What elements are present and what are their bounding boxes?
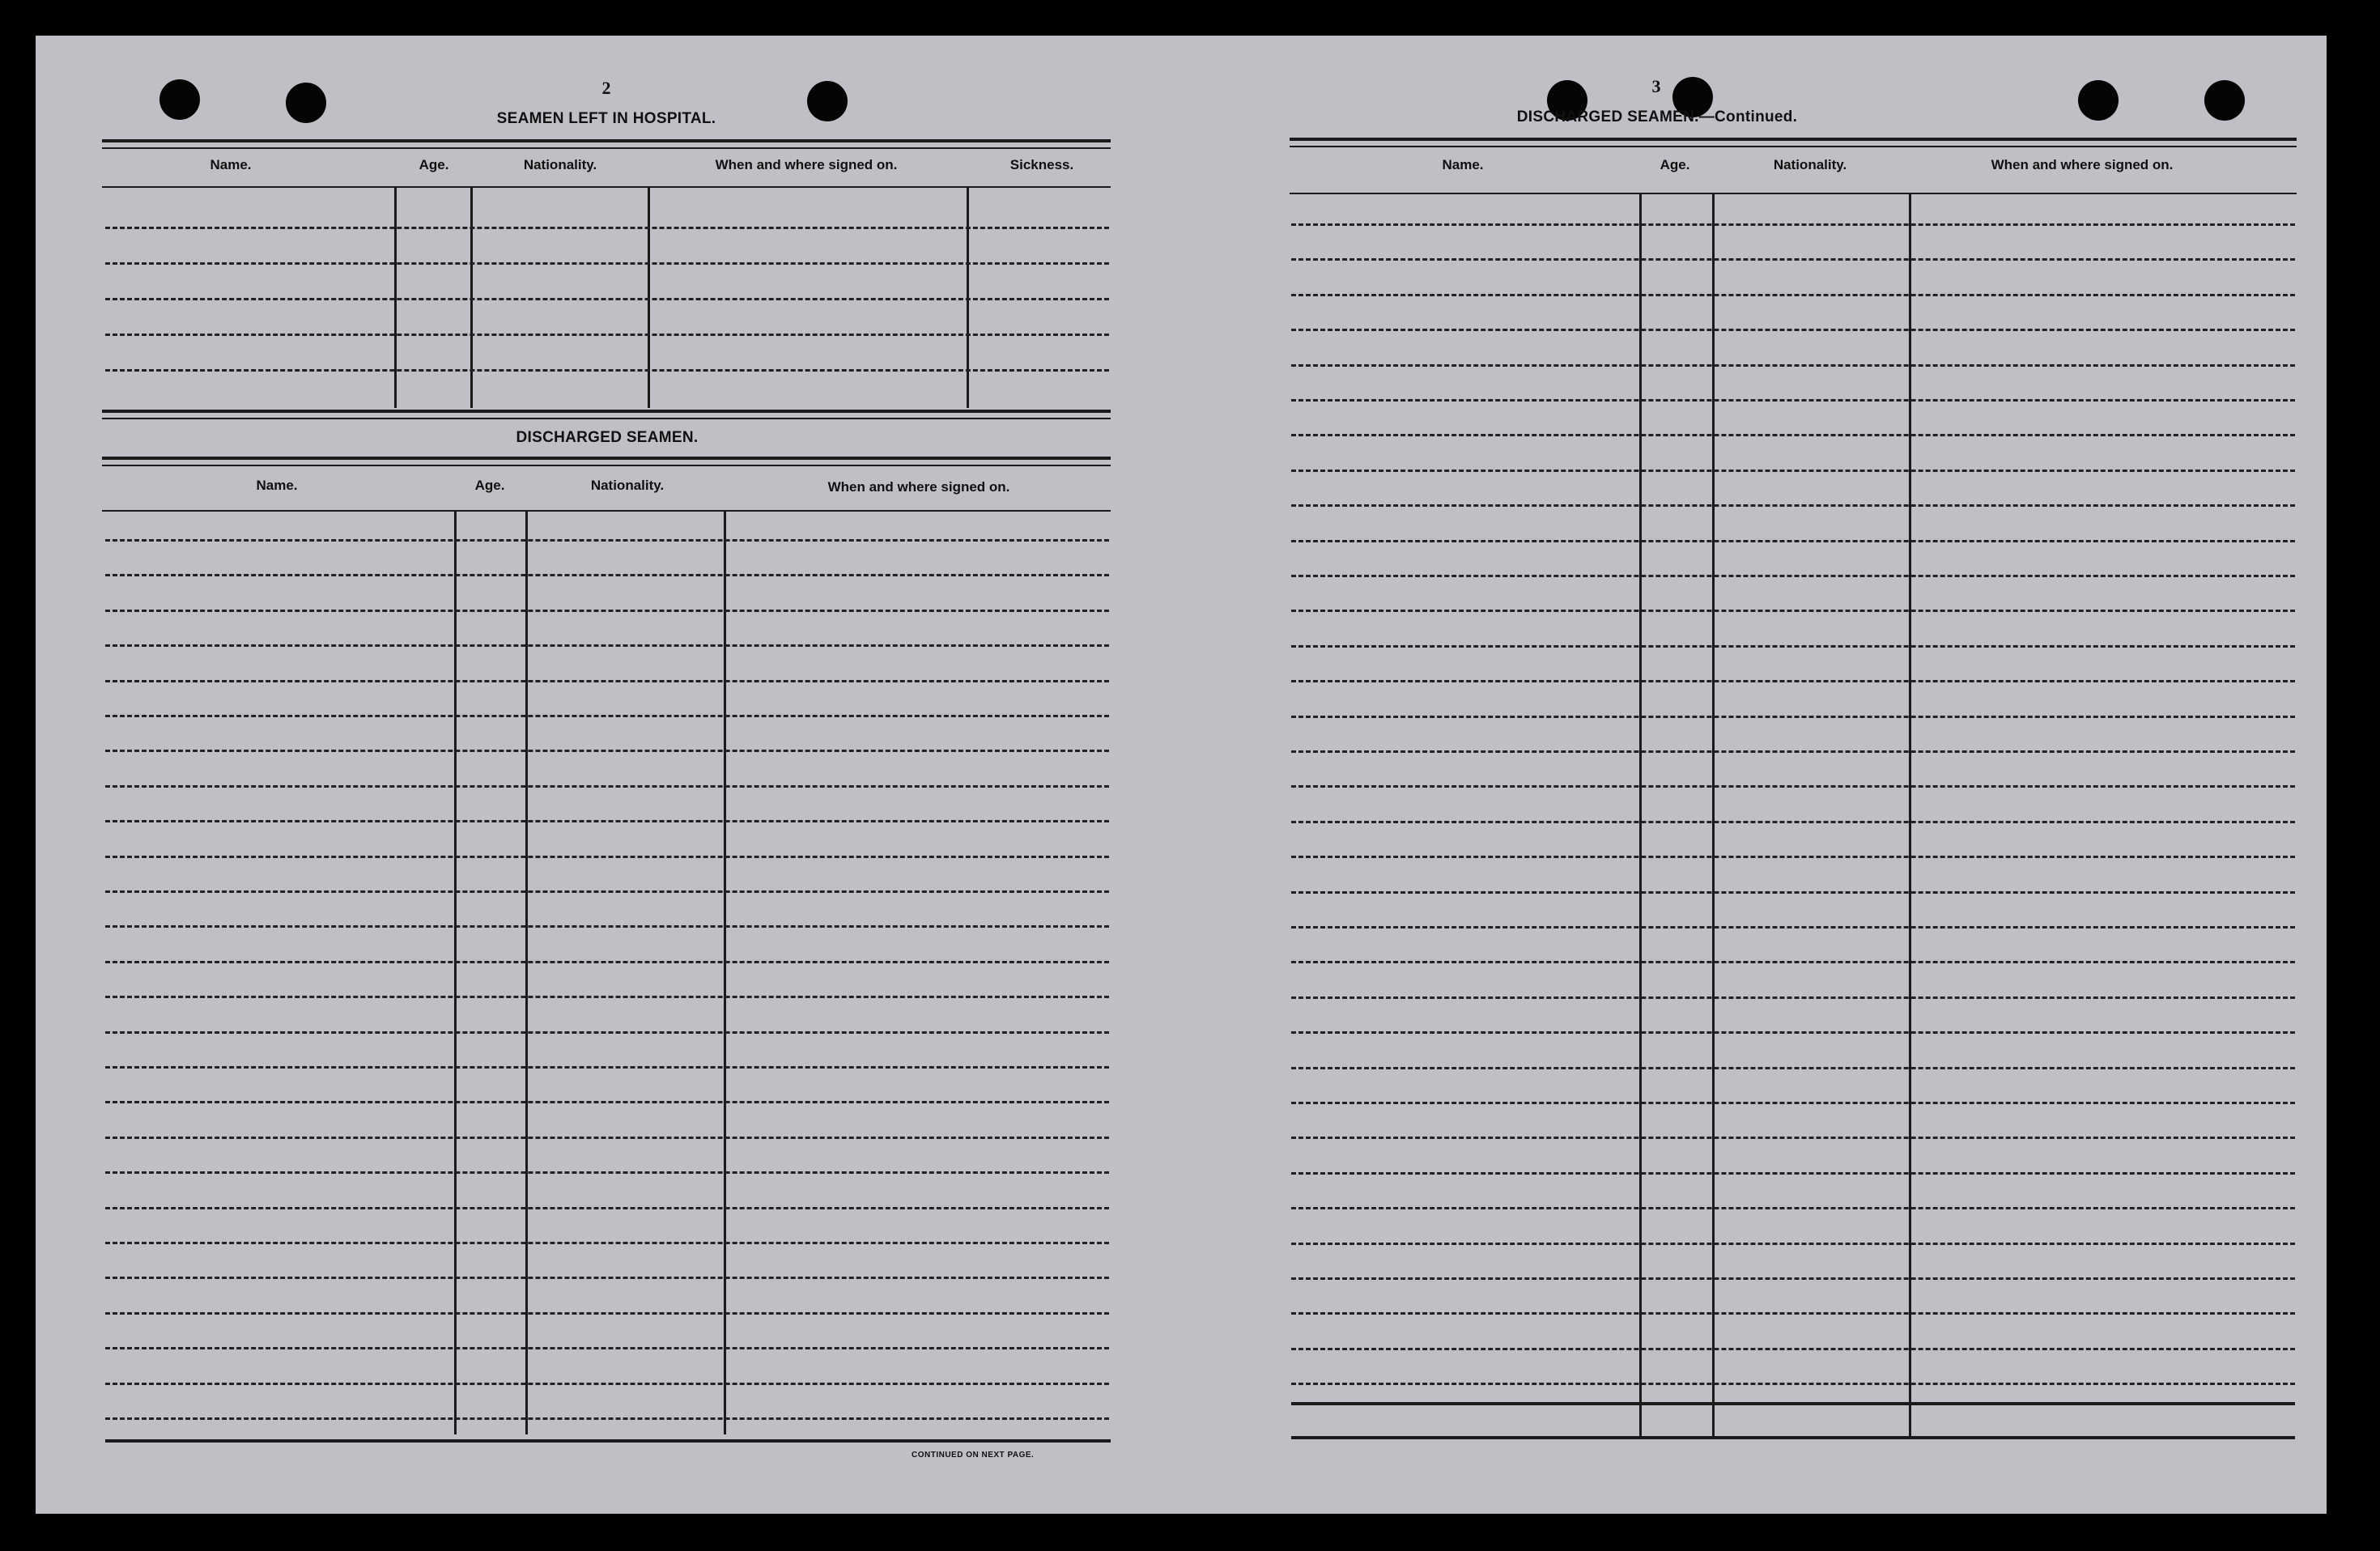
entry-line bbox=[1291, 821, 2295, 823]
punch-hole bbox=[2204, 80, 2245, 121]
entry-line bbox=[1291, 575, 2295, 577]
left-page bbox=[36, 36, 1181, 1514]
column-header-age: Age. bbox=[474, 478, 505, 493]
table-header-rule bbox=[1290, 146, 2297, 147]
entry-line bbox=[1291, 1277, 2295, 1280]
table-bottom-rule bbox=[1291, 1436, 2295, 1439]
punch-hole bbox=[807, 81, 848, 121]
table-header-rule bbox=[102, 465, 1111, 466]
entry-line bbox=[1291, 434, 2295, 436]
entry-line bbox=[105, 1417, 1109, 1420]
entry-line bbox=[1291, 1102, 2295, 1104]
entry-line bbox=[1291, 504, 2295, 507]
table-header-rule bbox=[102, 147, 1111, 149]
table-bottom-rule bbox=[102, 410, 1111, 413]
entry-line bbox=[1291, 399, 2295, 402]
entry-line bbox=[105, 334, 1109, 336]
column-header-name: Name. bbox=[1442, 157, 1484, 172]
entry-line bbox=[105, 715, 1109, 717]
entry-line bbox=[1291, 610, 2295, 612]
table-top-rule bbox=[102, 457, 1111, 460]
entry-line bbox=[105, 856, 1109, 858]
entry-line bbox=[1291, 1312, 2295, 1315]
entry-line bbox=[1291, 926, 2295, 928]
column-header-signed-on: When and where signed on. bbox=[827, 479, 1010, 495]
entry-line bbox=[1291, 294, 2295, 296]
entry-line bbox=[105, 1312, 1109, 1315]
hospital-section-title: SEAMEN LEFT IN HOSPITAL. bbox=[496, 110, 716, 127]
entry-line bbox=[105, 539, 1109, 542]
table-bottom-rule bbox=[102, 418, 1111, 419]
column-header-sickness: Sickness. bbox=[1009, 157, 1074, 172]
column-divider bbox=[525, 512, 528, 1434]
entry-line bbox=[105, 227, 1109, 229]
entry-line bbox=[1291, 329, 2295, 331]
entry-line bbox=[1291, 364, 2295, 367]
entry-line bbox=[1291, 961, 2295, 963]
punch-hole bbox=[159, 79, 200, 120]
entry-line bbox=[1291, 1031, 2295, 1034]
punch-hole bbox=[286, 83, 326, 123]
entry-line bbox=[105, 750, 1109, 752]
entry-line bbox=[105, 1207, 1109, 1209]
entry-line bbox=[105, 996, 1109, 998]
entry-line bbox=[105, 644, 1109, 647]
table-top-rule bbox=[102, 139, 1111, 142]
column-divider bbox=[724, 512, 726, 1434]
entry-line bbox=[105, 1066, 1109, 1069]
page-number: 3 bbox=[1651, 76, 1661, 96]
discharged-section-title: DISCHARGED SEAMEN. bbox=[516, 429, 699, 446]
entry-line bbox=[105, 1171, 1109, 1174]
column-header-nationality: Nationality. bbox=[1773, 157, 1847, 172]
entry-line bbox=[105, 961, 1109, 963]
column-header-signed-on: When and where signed on. bbox=[1991, 157, 2174, 172]
entry-line bbox=[1291, 258, 2295, 261]
entry-line bbox=[1291, 750, 2295, 753]
entry-line bbox=[105, 610, 1109, 612]
column-header-name: Name. bbox=[210, 157, 252, 172]
document-sheet bbox=[36, 36, 2327, 1514]
entry-line bbox=[105, 1383, 1109, 1385]
entry-line bbox=[105, 1031, 1109, 1034]
entry-line bbox=[1291, 856, 2295, 858]
entry-line bbox=[1291, 1383, 2295, 1385]
table-top-rule bbox=[1290, 138, 2297, 141]
entry-line bbox=[1291, 540, 2295, 542]
entry-line bbox=[1291, 645, 2295, 648]
entry-line bbox=[105, 262, 1109, 265]
column-header-age: Age. bbox=[419, 157, 449, 172]
column-divider bbox=[1909, 194, 1911, 1438]
column-divider bbox=[1639, 194, 1642, 1438]
continued-note: CONTINUED ON NEXT PAGE. bbox=[912, 1451, 1035, 1460]
entry-line bbox=[1291, 785, 2295, 788]
entry-line bbox=[105, 785, 1109, 788]
discharged-continued-title: DISCHARGED SEAMEN.—Continued. bbox=[1516, 108, 1798, 125]
entry-line bbox=[1291, 1348, 2295, 1350]
entry-line bbox=[1291, 1243, 2295, 1245]
entry-line bbox=[1291, 1172, 2295, 1175]
table-header-bottom-rule bbox=[1290, 193, 2297, 194]
table-header-bottom-rule bbox=[102, 510, 1111, 512]
column-divider bbox=[454, 512, 457, 1434]
entry-line bbox=[105, 1242, 1109, 1244]
column-header-nationality: Nationality. bbox=[523, 157, 597, 172]
entry-line bbox=[105, 925, 1109, 928]
table-bottom-rule bbox=[105, 1439, 1111, 1443]
column-header-age: Age. bbox=[1660, 157, 1690, 172]
table-bottom-rule bbox=[1291, 1402, 2295, 1405]
entry-line bbox=[105, 369, 1109, 372]
entry-line bbox=[1291, 1067, 2295, 1069]
punch-hole bbox=[2078, 80, 2119, 121]
page-number: 2 bbox=[601, 78, 611, 98]
entry-line bbox=[105, 820, 1109, 822]
entry-line bbox=[1291, 470, 2295, 472]
entry-line bbox=[105, 1101, 1109, 1103]
entry-line bbox=[1291, 680, 2295, 682]
column-header-signed-on: When and where signed on. bbox=[715, 157, 898, 172]
entry-line bbox=[1291, 1137, 2295, 1139]
column-header-name: Name. bbox=[256, 478, 298, 493]
column-divider bbox=[1712, 194, 1715, 1438]
entry-line bbox=[1291, 891, 2295, 894]
table-header-bottom-rule bbox=[102, 186, 1111, 188]
entry-line bbox=[105, 1277, 1109, 1279]
column-header-nationality: Nationality. bbox=[590, 478, 665, 493]
entry-line bbox=[105, 1347, 1109, 1349]
right-page bbox=[1181, 36, 2327, 1514]
entry-line bbox=[105, 298, 1109, 300]
entry-line bbox=[105, 1137, 1109, 1139]
entry-line bbox=[1291, 223, 2295, 226]
entry-line bbox=[1291, 716, 2295, 718]
entry-line bbox=[105, 574, 1109, 576]
entry-line bbox=[105, 890, 1109, 893]
entry-line bbox=[105, 680, 1109, 682]
entry-line bbox=[1291, 1207, 2295, 1209]
entry-line bbox=[1291, 996, 2295, 999]
